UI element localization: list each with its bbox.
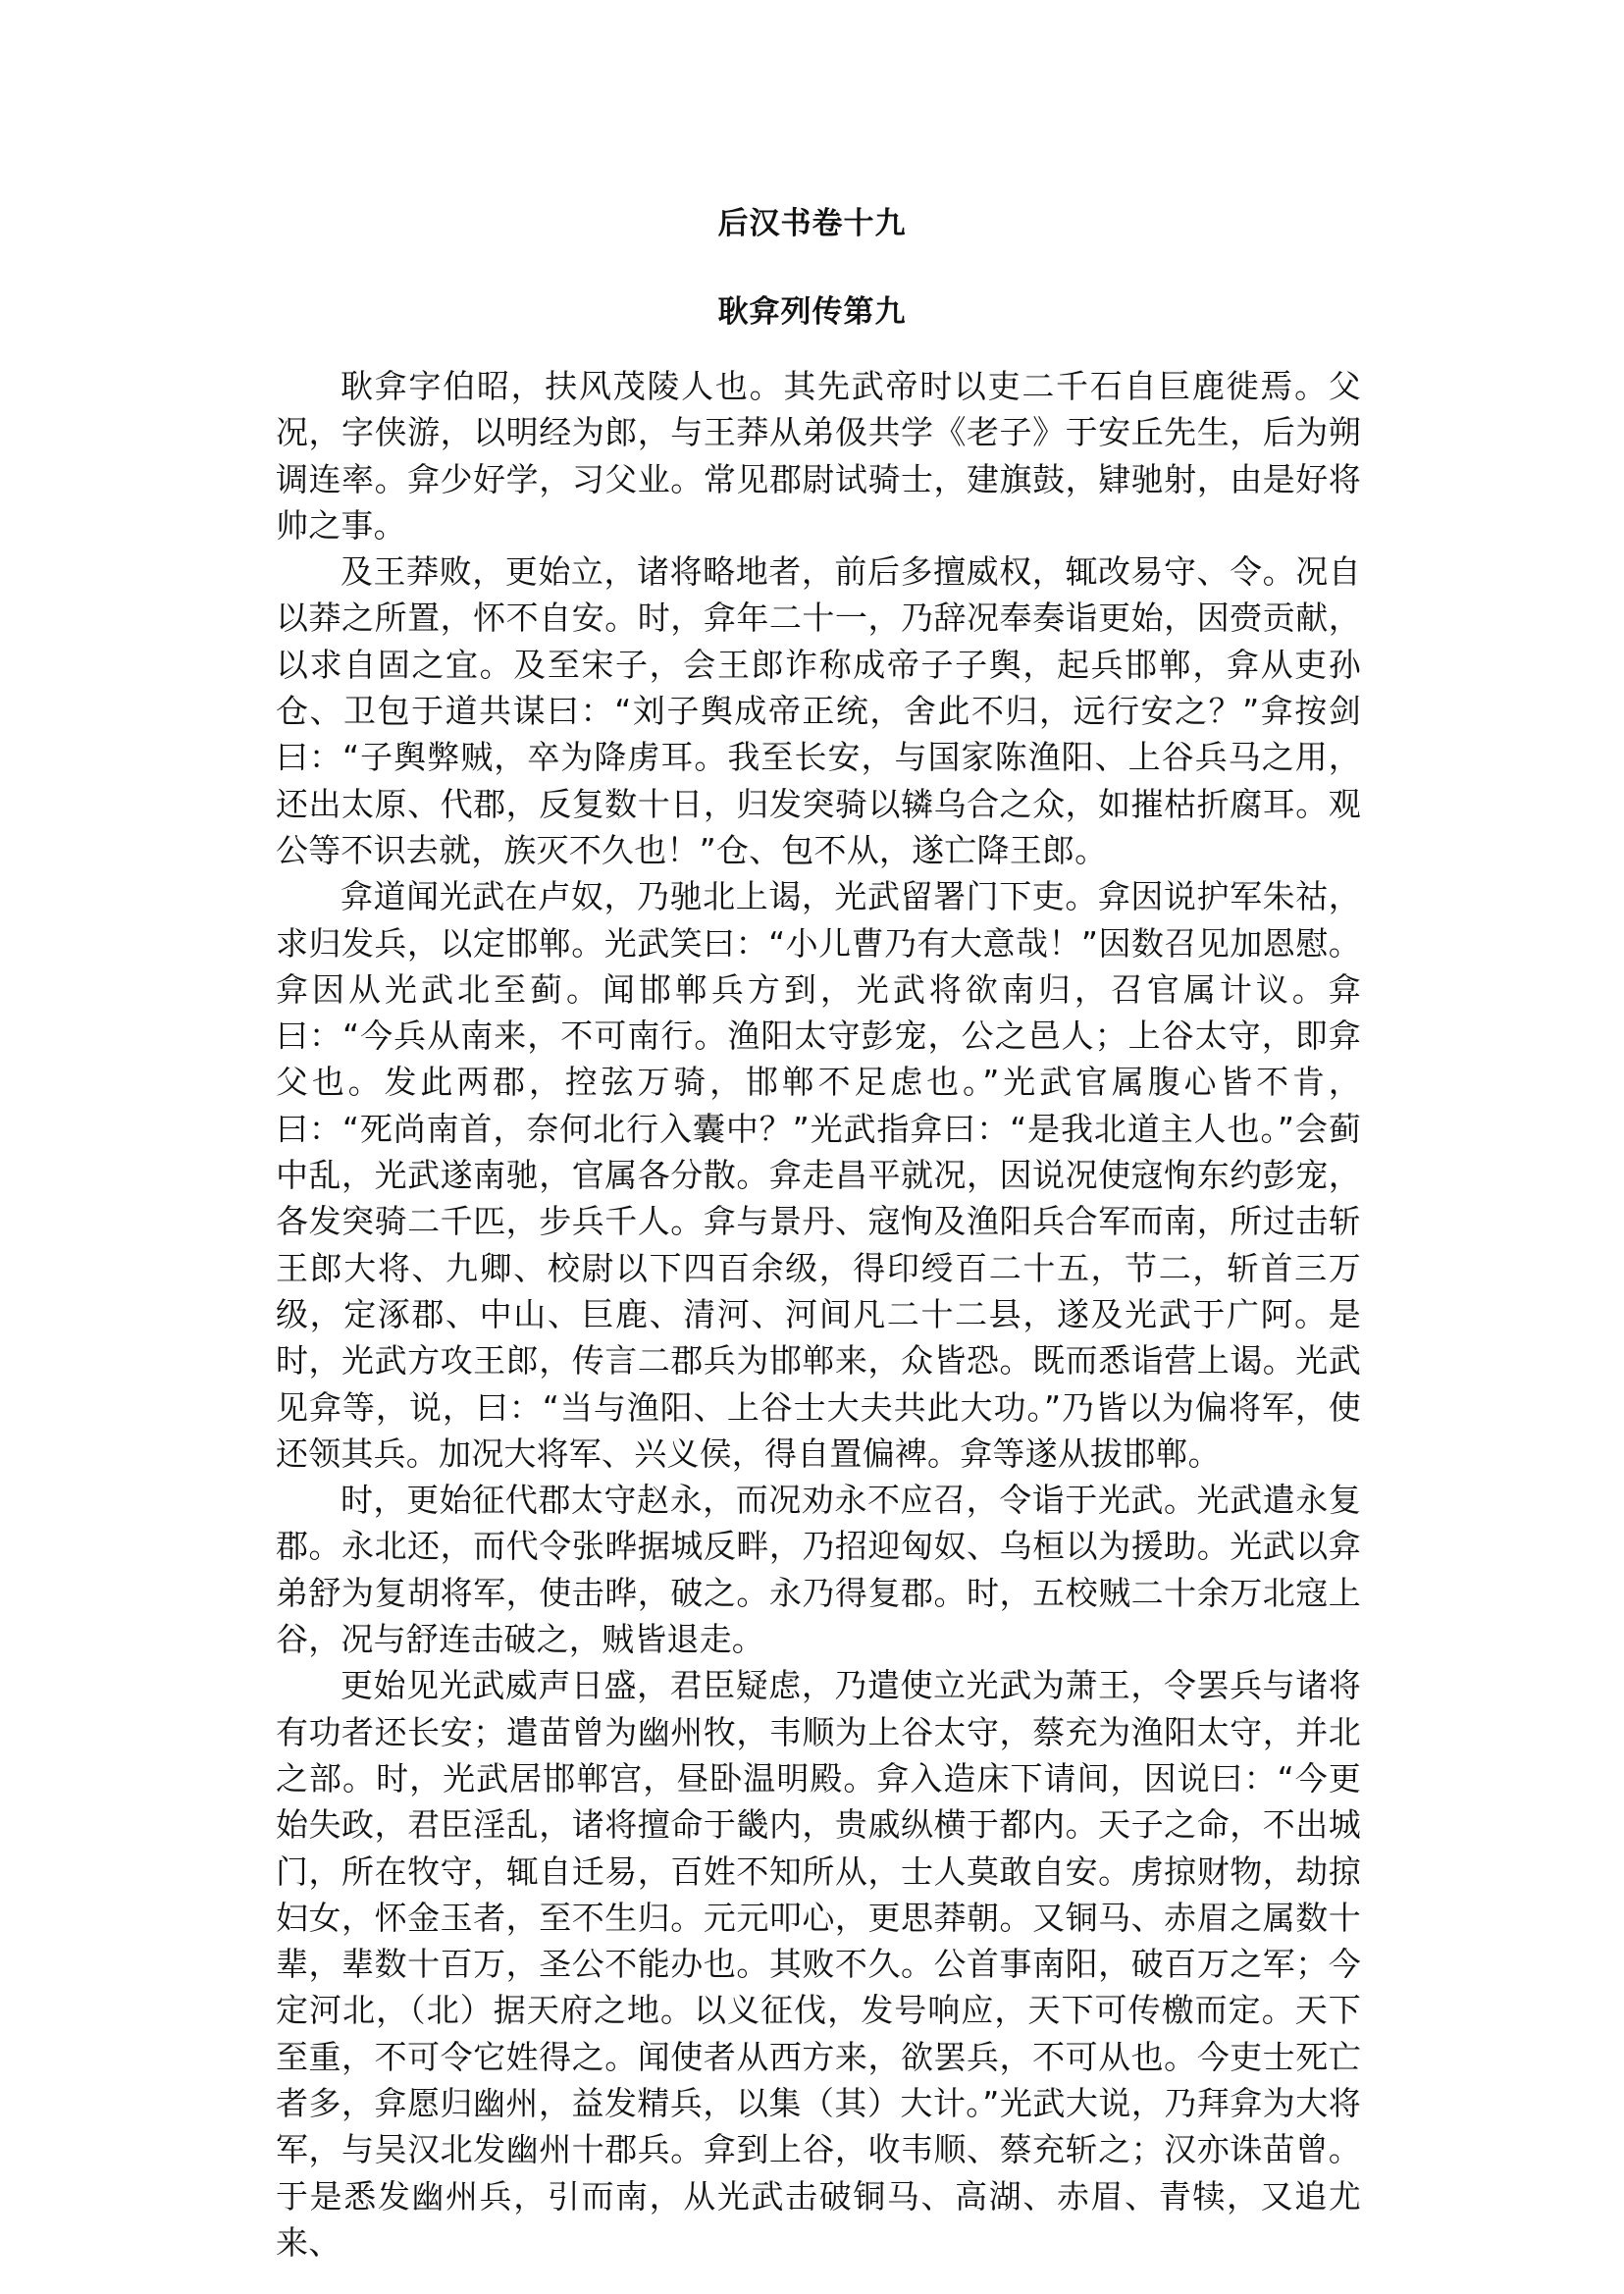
paragraph: 及王莽败，更始立，诸将略地者，前后多擅威权，辄改易守、令。况自以莽之所置，怀不自安。时，弇年二十一，乃辞况奉奏诣更始，因赍贡献，以求自固之宜。及至宋子，会王郎诈称成帝子子舆，起兵邯郸，弇从吏孙仓、卫包于道共谋曰：“刘子舆成帝正统，舍此不归，远行安之？”弇按剑曰：“子舆弊贼，卒为降虏耳。我至长安，与国家陈渔阳、上谷兵马之用，还出太原、代郡，反复数十日，归发突骑以辚乌合之众，如摧枯折腐耳。观公等不识去就，族灭不久也！”仓、包不从，遂亡降王郎。 — [276, 552, 1361, 869]
paragraph: 时，更始征代郡太守赵永，而况劝永不应召，令诣于光武。光武遣永复郡。永北还，而代令张晔据城反畔，乃招迎匈奴、乌桓以为援助。光武以弇弟舒为复胡将军，使击晔，破之。永乃得复郡。时，五校贼二十余万北寇上谷，况与舒连击破之，贼皆退走。 — [276, 1481, 1361, 1659]
paragraph: 更始见光武威声日盛，君臣疑虑，乃遣使立光武为萧王，令罢兵与诸将有功者还长安；遣苗曾为幽州牧，韦顺为上谷太守，蔡充为渔阳太守，并北之部。时，光武居邯郸宫，昼卧温明殿。弇入造床下请间，因说曰：“今更始失政，君臣淫乱，诸将擅命于畿内，贵戚纵横于都内。天子之命，不出城门，所在牧守，辄自迁易，百姓不知所从，士人莫敢自安。虏掠财物，劫掠妇女，怀金玉者，至不生归。元元叩心，更思莽朝。又铜马、赤眉之属数十辈，辈数十百万，圣公不能办也。其败不久。公首事南阳，破百万之军；今定河北，（北）据天府之地。以义征伐，发号响应，天下可传檄而定。天下至重，不可令它姓得之。闻使者从西方来，欲罢兵，不可从也。今吏士死亡者多，弇愿归幽州，益发精兵，以集（其）大计。”光武大说，乃拜弇为大将军，与吴汉北发幽州十郡兵。弇到上谷，收韦顺、蔡充斩之；汉亦诛苗曾。于是悉发幽州兵，引而南，从光武击破铜马、高湖、赤眉、青犊，又追尤来、 — [276, 1666, 1361, 2262]
chapter-title: 耿弇列传第九 — [717, 294, 907, 330]
book-title: 后汉书卷十九 — [717, 206, 907, 241]
body-text — [276, 363, 1361, 2266]
paragraph: 弇道闻光武在卢奴，乃驰北上谒，光武留署门下吏。弇因说护军朱祜，求归发兵，以定邯郸。光武笑曰：“小儿曹乃有大意哉！”因数召见加恩慰。弇因从光武北至蓟。闻邯郸兵方到，光武将欲南归，召官属计议。弇曰：“今兵从南来，不可南行。渔阳太守彭宠，公之邑人；上谷太守，即弇父也。发此两郡，控弦万骑，邯郸不足虑也。”光武官属腹心皆不肯，曰：“死尚南首，奈何北行入囊中？”光武指弇曰：“是我北道主人也。”会蓟中乱，光武遂南驰，官属各分散。弇走昌平就况，因说况使寇恂东约彭宠，各发突骑二千匹，步兵千人。弇与景丹、寇恂及渔阳兵合军而南，所过击斩王郎大将、九卿、校尉以下四百余级，得印绶百二十五，节二，斩首三万级，定涿郡、中山、巨鹿、清河、河间凡二十二县，遂及光武于广阿。是时，光武方攻王郎，传言二郡兵为邯郸来，众皆恐。既而悉诣营上谒。光武见弇等，说，曰：“当与渔阳、上谷士大夫共此大功。”乃皆以为偏将军，使还领其兵。加况大将军、兴义侯，得自置偏裨。弇等遂从拔邯郸。 — [276, 877, 1361, 1473]
paragraph: 耿弇字伯昭，扶风茂陵人也。其先武帝时以吏二千石自巨鹿徙焉。父况，字侠游，以明经为郎，与王莽从弟伋共学《老子》于安丘先生，后为朔调连率。弇少好学，习父业。常见郡尉试骑士，建旗鼓，肄驰射，由是好将帅之事。 — [276, 367, 1361, 545]
